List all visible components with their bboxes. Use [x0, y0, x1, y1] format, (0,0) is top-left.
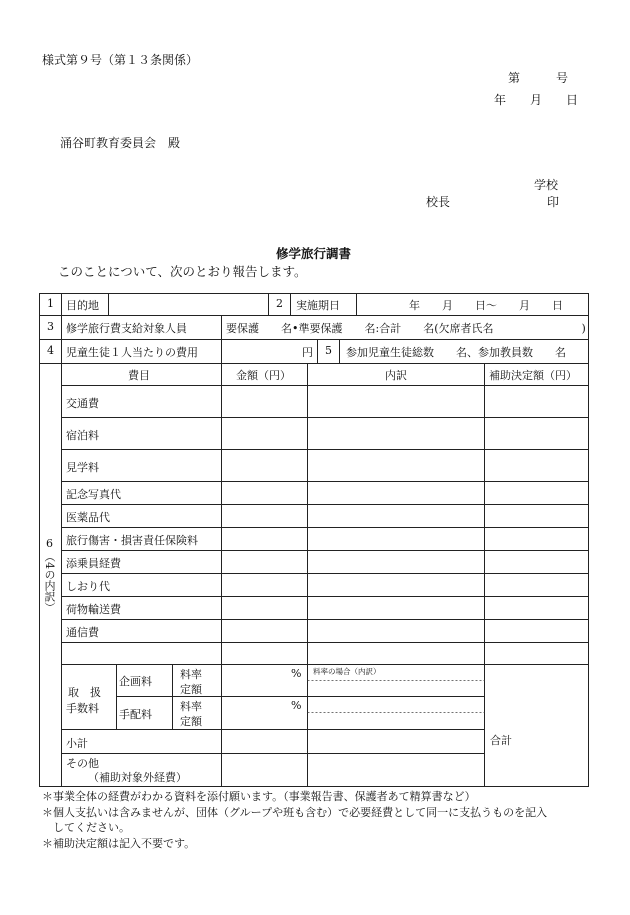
form-number: 様式第９号（第１３条関係）: [42, 53, 199, 67]
note-line: ＊事業全体の経費がわかる資料を添付願います。（事業報告書、保護者あて精算書など）: [42, 790, 476, 803]
col-header-item: 費目: [128, 369, 150, 382]
other-note: （補助対象外経費）: [88, 771, 187, 784]
rate-label: 料率: [180, 668, 202, 681]
row-number: 2: [276, 297, 283, 310]
col-header-breakdown: 内訳: [385, 369, 407, 382]
row-number: 4: [47, 344, 54, 357]
item-label: 添乗員経費: [66, 557, 121, 570]
breakdown-label: （4の内訳）: [43, 551, 56, 613]
document-title: 修学旅行調書: [276, 246, 352, 261]
item-label: 荷物輸送費: [66, 603, 121, 616]
addressee: 涌谷町教育委員会 殿: [60, 136, 181, 150]
document-date: 年 月 日: [494, 93, 579, 107]
note-line: ＊個人支払いは含みませんが、団体（グループや班も含む）で必要経費として同一に支払うものを記入: [42, 806, 548, 819]
fixed-label: 定額: [180, 683, 202, 696]
percent-unit: %: [291, 699, 302, 712]
col-header-amount: 金額（円）: [236, 369, 291, 382]
cost-per-student-label: 児童生徒１人当たりの費用: [66, 346, 198, 359]
school-name: 学校: [534, 178, 559, 192]
item-label: 交通費: [66, 397, 99, 410]
arrangement-fee-label: 手配料: [119, 708, 152, 721]
eligible-persons-label: 修学旅行費支給対象人員: [66, 322, 187, 335]
row-number: 5: [325, 344, 332, 357]
item-label: 医薬品代: [66, 511, 110, 524]
note-line: してください。: [42, 821, 130, 834]
note-line: ＊補助決定額は記入不要です。: [42, 837, 196, 850]
rate-label: 料率: [180, 700, 202, 713]
item-label: 記念写真代: [66, 488, 121, 501]
period-dates: 年 月 日～ 月 日: [409, 299, 563, 312]
document-number: 第 号: [508, 71, 569, 85]
row-number: 1: [47, 297, 54, 310]
destination-label: 目的地: [66, 299, 99, 312]
row-number: 6: [46, 537, 53, 550]
planning-fee-label: 企画料: [119, 675, 152, 688]
percent-unit: %: [291, 667, 302, 680]
item-label: 見学料: [66, 461, 99, 474]
period-label: 実施期日: [296, 299, 340, 312]
item-label: 通信費: [66, 626, 99, 639]
row-number: 3: [47, 320, 54, 333]
participants-values: 参加児童生徒総数 名、参加教員数 名: [346, 346, 566, 359]
seal-mark: 印: [547, 195, 560, 209]
handling-fee-label-2: 手数料: [66, 702, 99, 715]
item-label: 宿泊料: [66, 429, 99, 442]
item-label: しおり代: [66, 580, 110, 593]
handling-fee-label-1: 取 扱: [68, 686, 101, 699]
intro-text: このことについて、次のとおり報告します。: [58, 264, 307, 279]
principal-label: 校長: [426, 195, 451, 209]
subtotal-label: 小計: [66, 737, 88, 750]
eligible-persons-values: 要保護 名•準要保護 名:合計 名(欠席者氏名 ): [226, 322, 586, 335]
fixed-label: 定額: [180, 715, 202, 728]
col-header-subsidy: 補助決定額（円）: [489, 369, 577, 382]
total-label: 合計: [490, 734, 512, 747]
item-label: 旅行傷害・損害責任保険料: [66, 534, 198, 547]
rate-breakdown-note: 料率の場合（内訳）: [313, 667, 381, 676]
yen-unit: 円: [302, 346, 313, 359]
other-label: その他: [66, 757, 99, 770]
